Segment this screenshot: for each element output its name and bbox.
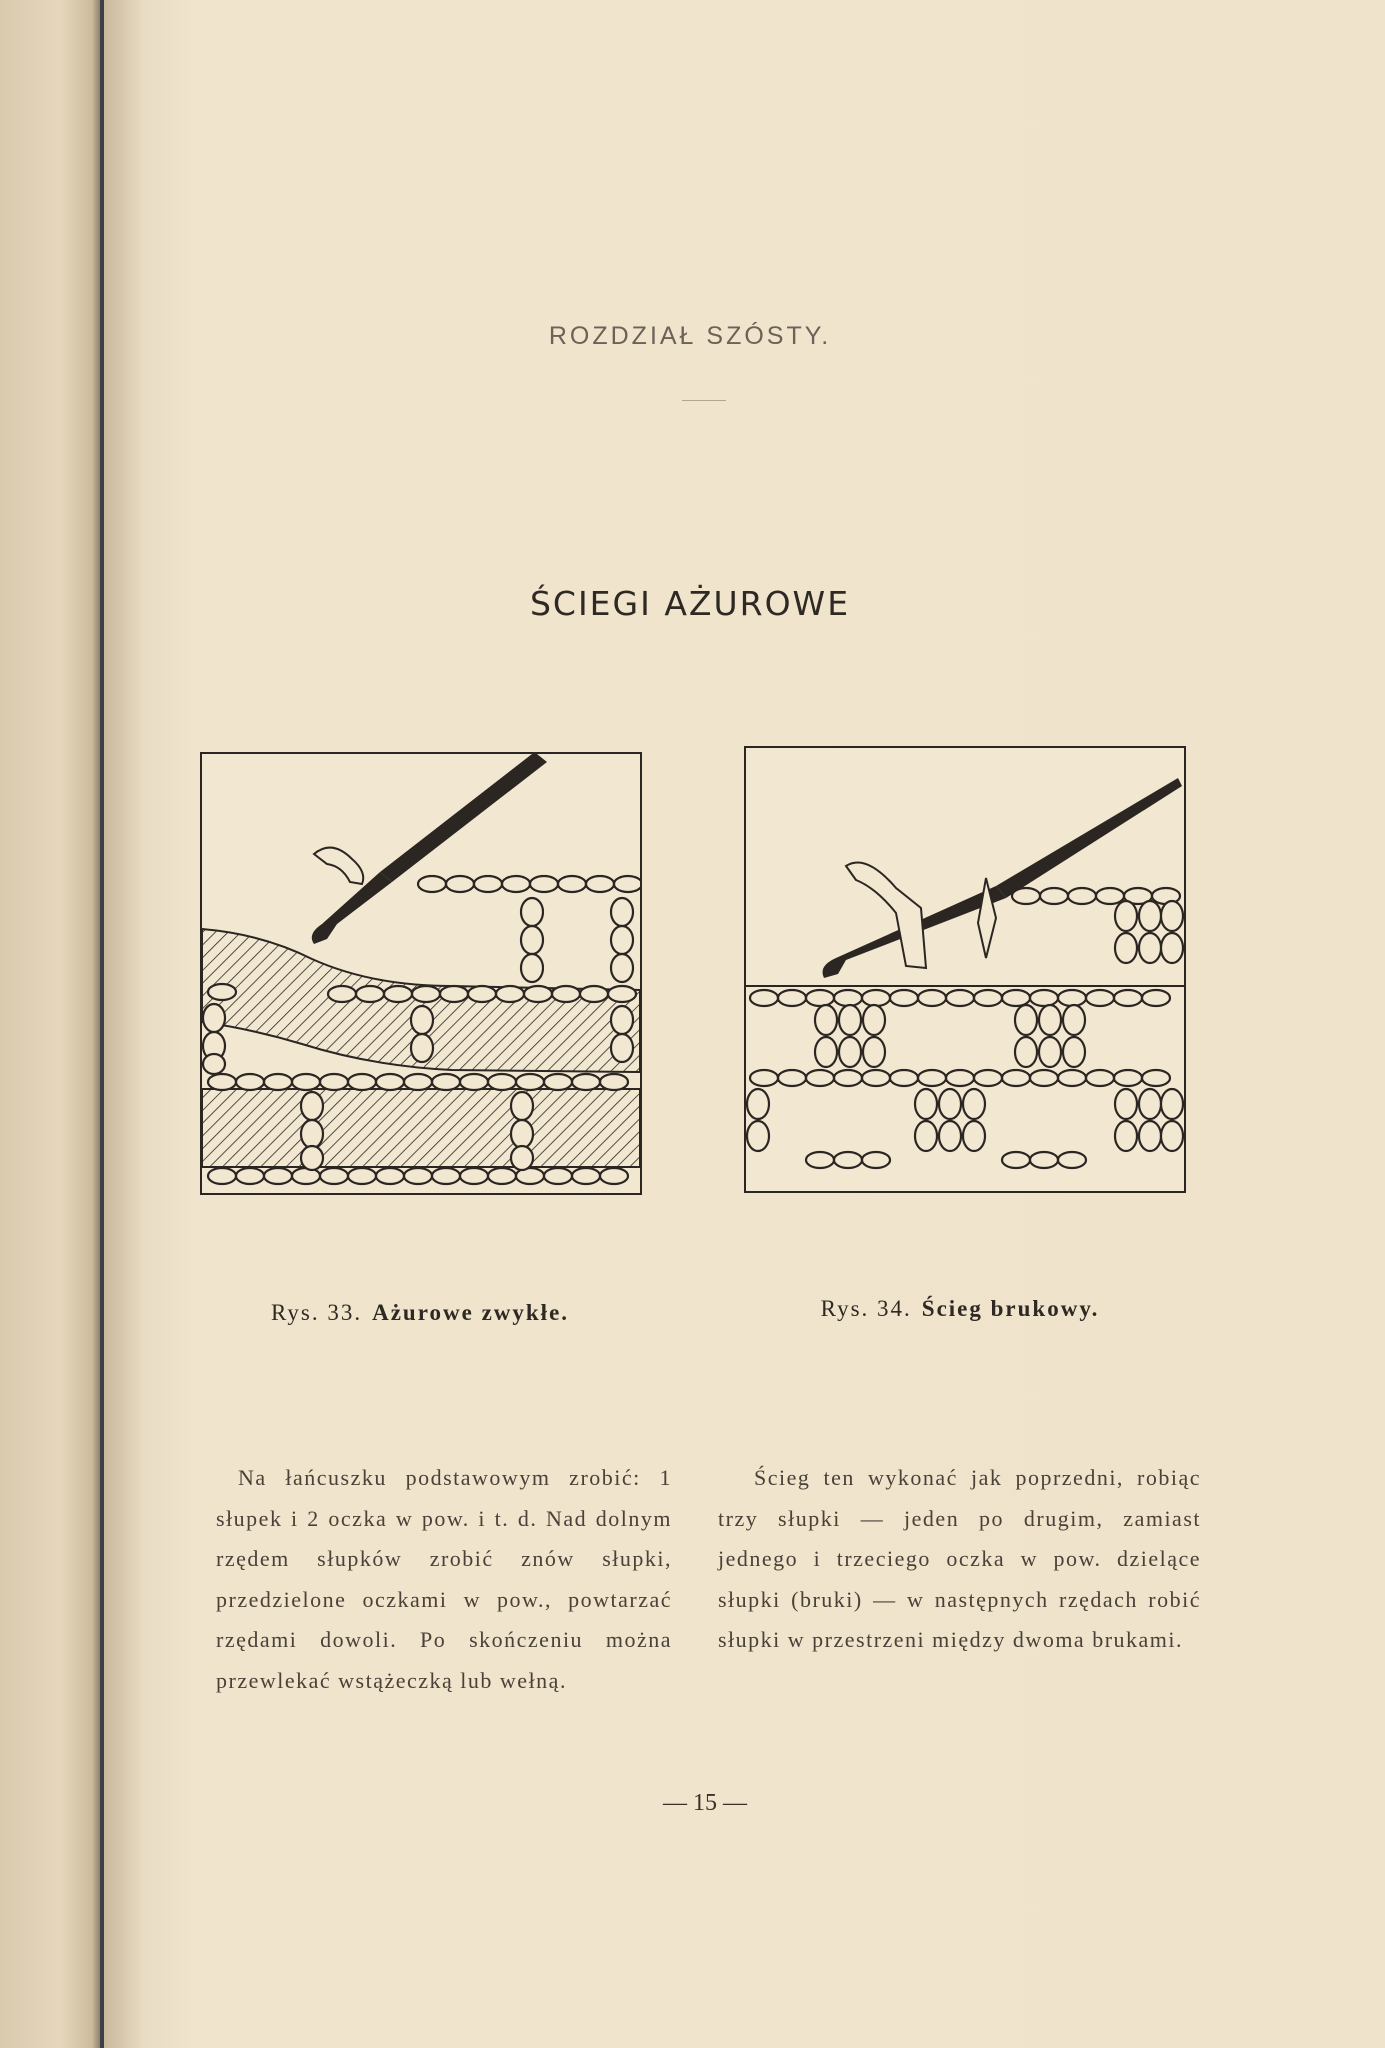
brick-stitch-clusters bbox=[747, 901, 1183, 1151]
figure-caption-text: Ścieg brukowy. bbox=[921, 1296, 1100, 1321]
heading-rule bbox=[682, 400, 726, 401]
figure-label: Rys. 34. bbox=[820, 1296, 912, 1321]
page-title: ŚCIEGI AŻUROWE bbox=[529, 584, 851, 623]
figure-azurowe-zwykle bbox=[200, 752, 642, 1195]
figure-caption bbox=[200, 1300, 640, 1326]
figure-caption bbox=[740, 1296, 1180, 1322]
paragraph-azurowe-zwykle: Na łańcuszku podstawowym zrobić: 1 słupek i 2 oczka w pow. i t. d. Nad dolnym rzędem słupków zrobić znów słupki, przedzielone oczkami w pow., powtarzać rzędami dowoli. Po skończeniu można przewlekać wstążeczką lub wełną. bbox=[216, 1465, 672, 1693]
figure-scieg-brukowy bbox=[744, 746, 1186, 1193]
page-number: — 15 — bbox=[663, 1790, 747, 1816]
figure-label: Rys. 33. bbox=[270, 1300, 363, 1325]
paragraph-scieg-brukowy: Ścieg ten wykonać jak poprzedni, robiąc trzy słupki — jeden po drugim, zamiast jednego i trzeciego oczka w pow. dzielące słupki (bruki) — w następnych rzędach robić słupki w przestrzeni między dwoma brukami. bbox=[718, 1465, 1201, 1652]
figure-caption-text: Ażurowe zwykłe. bbox=[372, 1300, 570, 1325]
chapter-heading: ROZDZIAŁ SZÓSTY. bbox=[548, 322, 832, 350]
crochet-hook bbox=[312, 754, 547, 944]
left-page-edge bbox=[0, 0, 100, 2048]
ribbon-band-lower bbox=[202, 1089, 640, 1167]
